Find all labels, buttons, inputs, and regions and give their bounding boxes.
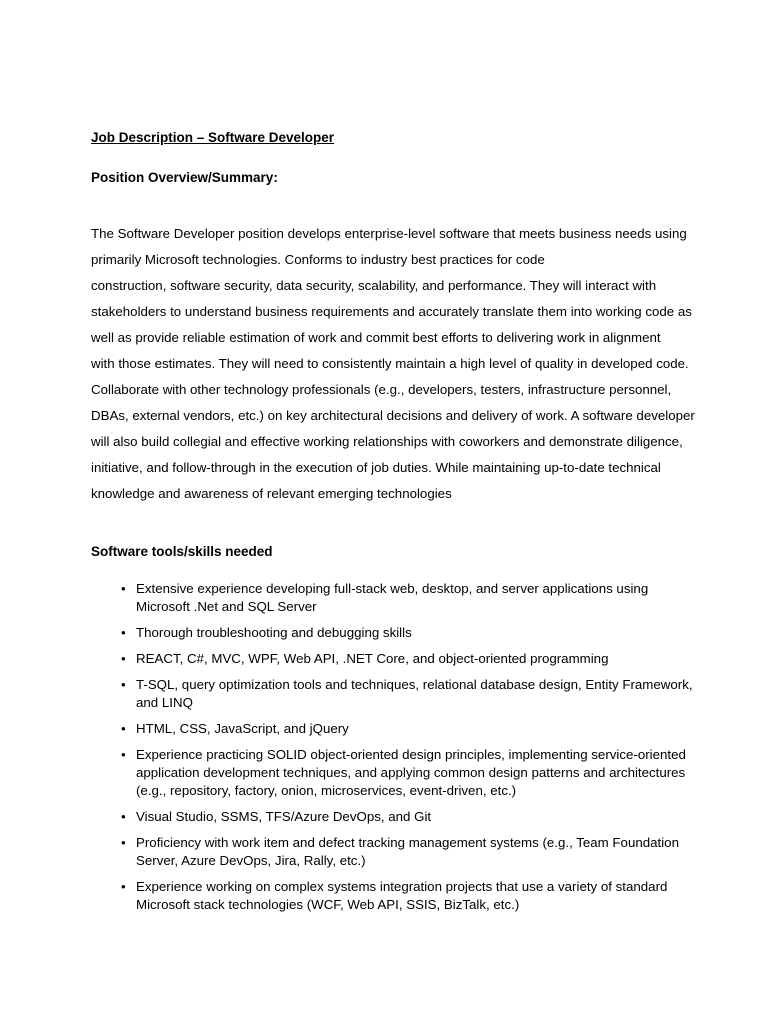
skill-text-line: Proficiency with work item and defect tracking management systems (e.g., Team Foundation: [136, 835, 679, 850]
skill-text-line: Microsoft stack technologies (WCF, Web API, SSIS, BizTalk, etc.): [136, 897, 520, 912]
skill-text-line: HTML, CSS, JavaScript, and jQuery: [136, 721, 349, 736]
skill-text-line: Experience working on complex systems integration projects that use a variety of standard: [136, 879, 668, 894]
skill-text-line: REACT, C#, MVC, WPF, Web API, .NET Core, and object-oriented programming: [136, 651, 609, 666]
skill-text-line: Visual Studio, SSMS, TFS/Azure DevOps, and Git: [136, 809, 432, 824]
skill-list-item: [121, 808, 681, 826]
summary-line: knowledge and awareness of relevant emerging technologies: [91, 486, 452, 501]
skill-text-line: (e.g., repository, factory, onion, microservices, event-driven, etc.): [136, 783, 517, 798]
bullet-icon: •: [121, 835, 126, 850]
summary-line: initiative, and follow-through in the execution of job duties. While maintaining up-to-date technical: [91, 460, 661, 475]
position-summary-paragraph: [91, 221, 695, 507]
skill-list-item: [121, 624, 681, 642]
skill-text-line: T-SQL, query optimization tools and techniques, relational database design, Entity Framework,: [136, 677, 693, 692]
summary-line: will also build collegial and effective working relationships with coworkers and demonstrate diligence,: [91, 434, 683, 449]
skills-list: [121, 580, 693, 922]
summary-line: Collaborate with other technology professionals (e.g., developers, testers, infrastructure personnel,: [91, 382, 672, 397]
skill-list-item: [121, 650, 681, 668]
bullet-icon: •: [121, 721, 126, 736]
skill-text-line: Extensive experience developing full-stack web, desktop, and server applications using: [136, 581, 649, 596]
skill-text-line: and LINQ: [136, 695, 193, 710]
summary-line: The Software Developer position develops enterprise-level software that meets business needs using: [91, 226, 687, 241]
summary-line: DBAs, external vendors, etc.) on key architectural decisions and delivery of work. A software developer: [91, 408, 695, 423]
position-overview-heading: Position Overview/Summary:: [91, 170, 278, 185]
bullet-icon: •: [121, 625, 126, 640]
bullet-icon: •: [121, 747, 126, 762]
skills-heading: Software tools/skills needed: [91, 544, 273, 559]
skill-list-item: [121, 676, 693, 712]
summary-line: construction, software security, data security, scalability, and performance. They will interact with: [91, 278, 657, 293]
bullet-icon: •: [121, 809, 126, 824]
summary-line: primarily Microsoft technologies. Conforms to industry best practices for code: [91, 252, 545, 267]
skill-list-item: [121, 580, 681, 616]
bullet-icon: •: [121, 581, 126, 596]
skill-list-item: [121, 746, 686, 800]
skill-text-line: Experience practicing SOLID object-oriented design principles, implementing service-oriented: [136, 747, 686, 762]
skill-text-line: Server, Azure DevOps, Jira, Rally, etc.): [136, 853, 366, 868]
skill-list-item: [121, 878, 681, 914]
document-title: Job Description – Software Developer: [91, 130, 335, 145]
skill-text-line: application development techniques, and applying common design patterns and architectures: [136, 765, 686, 780]
summary-line: stakeholders to understand business requirements and accurately translate them into working code as: [91, 304, 692, 319]
summary-line: well as provide reliable estimation of work and commit best efforts to delivering work in alignment: [91, 330, 661, 345]
bullet-icon: •: [121, 677, 126, 692]
bullet-icon: •: [121, 879, 126, 894]
skill-text-line: Thorough troubleshooting and debugging skills: [136, 625, 412, 640]
skill-list-item: [121, 834, 681, 870]
skill-text-line: Microsoft .Net and SQL Server: [136, 599, 317, 614]
bullet-icon: •: [121, 651, 126, 666]
skill-list-item: [121, 720, 681, 738]
summary-line: with those estimates. They will need to consistently maintain a high level of quality in developed code.: [91, 356, 689, 371]
